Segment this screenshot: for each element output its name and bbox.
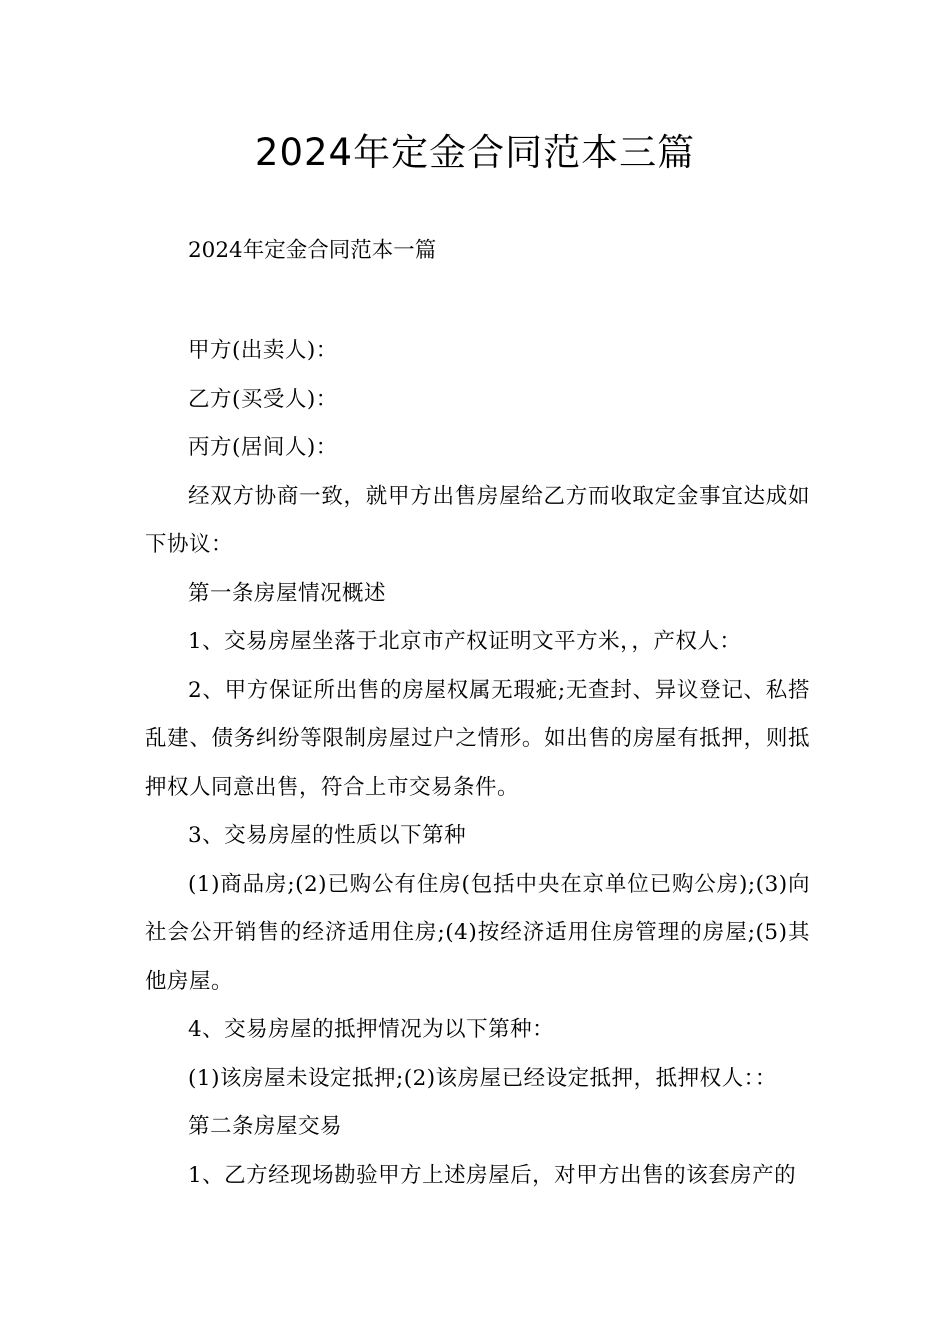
- article-1-heading: 第一条房屋情况概述: [188, 580, 387, 606]
- article-1-item-4: 4、交易房屋的抵押情况为以下第种：: [188, 1017, 555, 1042]
- article-2-item-1: 1、乙方经现场勘验甲方上述房屋后，对甲方出售的该套房产的: [188, 1162, 797, 1188]
- article-1-item-4-options: (1)该房屋未设定抵押;(2)该房屋已经设定抵押，抵押权人：：: [188, 1065, 777, 1091]
- article-1-item-3: 3、交易房屋的性质以下第种: [188, 823, 467, 848]
- party-a-line: 甲方(出卖人)：: [188, 338, 338, 363]
- article-1-item-2: 2、甲方保证所出售的房屋权属无瑕疵;无查封、异议登记、私搭乱建、债务纠纷等限制房屋过户之情形。如出售的房屋有抵押，则抵押权人同意出售，符合上市交易条件。: [145, 677, 810, 800]
- party-c-line: 丙方(居间人)：: [188, 435, 338, 460]
- document-subtitle: 2024年定金合同范本一篇: [188, 238, 437, 263]
- document-body: [145, 327, 810, 1200]
- agreement-intro: 经双方协商一致，就甲方出售房屋给乙方而收取定金事宜达成如下协议：: [145, 483, 810, 557]
- article-1-item-1: 1、交易房屋坐落于北京市产权证明文平方米，，产权人：: [188, 629, 742, 654]
- article-2-heading: 第二条房屋交易: [188, 1114, 343, 1139]
- article-1-item-3-options: (1)商品房;(2)已购公有住房(包括中央在京单位已购公房);(3)向社会公开销售的经济适用住房;(4)按经济适用住房管理的房屋;(5)其他房屋。: [145, 871, 810, 994]
- party-b-line: 乙方(买受人)：: [188, 386, 338, 412]
- document-title: 2024年定金合同范本三篇: [254, 131, 696, 174]
